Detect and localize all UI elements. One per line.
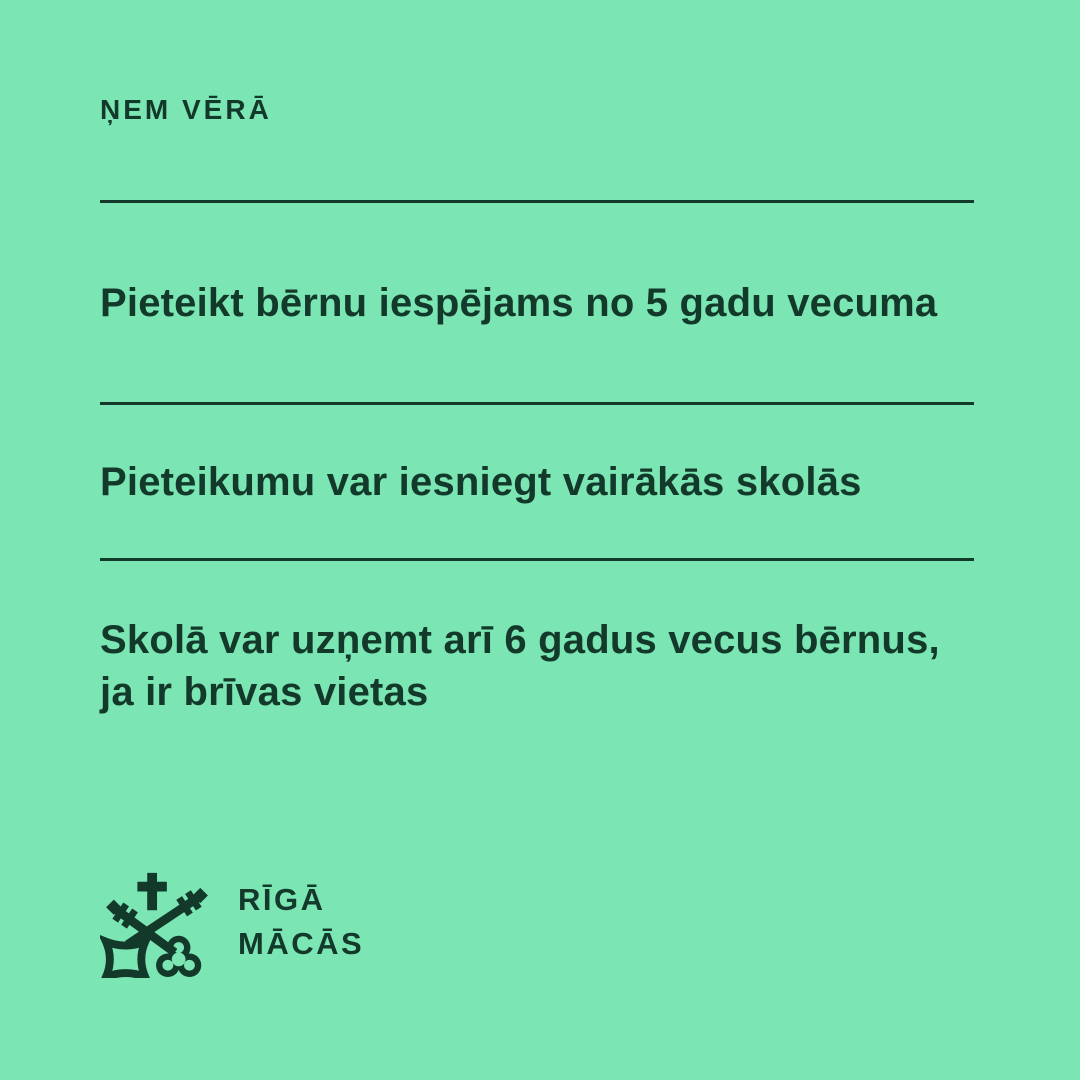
brand-name-line1: RĪGĀ	[238, 882, 326, 917]
list-item-line: Pieteikumu var iesniegt vairākās skolās	[100, 459, 862, 504]
list-item-line: Skolā var uzņemt arī 6 gadus vecus bērnus,	[100, 618, 940, 662]
list-item	[100, 402, 974, 558]
list-item-text	[100, 456, 862, 508]
list-item	[100, 200, 974, 402]
list-item-line: Pieteikt bērnu iespējams no 5 gadu vecuma	[100, 280, 938, 325]
list-item-text	[100, 614, 940, 718]
list-item	[100, 558, 974, 718]
brand-name-line2: MĀCĀS	[238, 926, 365, 961]
info-list	[100, 200, 974, 718]
brand-name	[238, 878, 364, 966]
eyebrow-title: ŅEM VĒRĀ	[100, 94, 272, 125]
list-item-line: ja ir brīvas vietas	[100, 670, 429, 714]
list-item-text	[100, 277, 937, 329]
brand-logo	[100, 866, 364, 978]
crossed-keys-with-cross-icon	[100, 866, 218, 978]
